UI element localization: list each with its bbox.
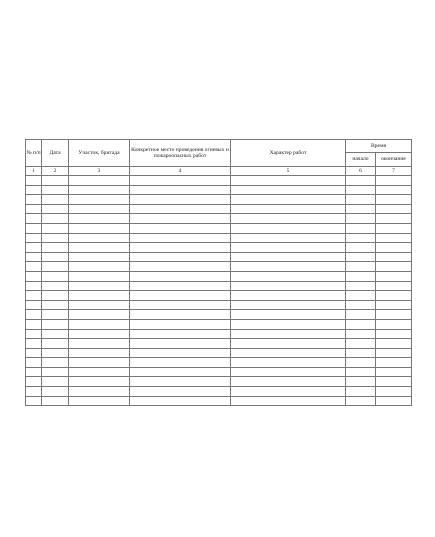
table-cell xyxy=(69,204,130,214)
table-row xyxy=(26,204,412,214)
table-cell xyxy=(130,195,231,205)
header-time-start: начало xyxy=(346,153,376,167)
table-cell xyxy=(376,377,412,387)
table-row xyxy=(26,310,412,320)
table-cell xyxy=(26,243,42,253)
table-row xyxy=(26,396,412,406)
table-cell xyxy=(42,223,69,233)
table-cell xyxy=(130,339,231,349)
table-cell xyxy=(346,252,376,262)
table-row xyxy=(26,348,412,358)
table-cell xyxy=(376,281,412,291)
table-cell xyxy=(346,204,376,214)
table-cell xyxy=(42,252,69,262)
table-cell xyxy=(130,358,231,368)
column-number: 1 xyxy=(26,167,42,176)
table-row xyxy=(26,387,412,397)
table-cell xyxy=(69,377,130,387)
table-cell xyxy=(130,396,231,406)
table-row xyxy=(26,252,412,262)
table-cell xyxy=(376,195,412,205)
table-cell xyxy=(376,223,412,233)
table-cell xyxy=(376,348,412,358)
table-cell xyxy=(69,243,130,253)
table-cell xyxy=(69,281,130,291)
table-cell xyxy=(231,243,346,253)
table-cell xyxy=(346,262,376,272)
table-cell xyxy=(42,195,69,205)
table-cell xyxy=(231,348,346,358)
table-cell xyxy=(376,300,412,310)
table-row xyxy=(26,329,412,339)
table-cell xyxy=(231,310,346,320)
table-cell xyxy=(346,291,376,301)
header-place: Конкретное место проведения огневых и пожароопасных работ xyxy=(130,140,231,167)
header-section: Участок, бригада xyxy=(69,140,130,167)
table-cell xyxy=(130,214,231,224)
table-cell xyxy=(231,396,346,406)
table-cell xyxy=(42,204,69,214)
table-cell xyxy=(42,377,69,387)
table-row xyxy=(26,281,412,291)
table-cell xyxy=(42,310,69,320)
table-cell xyxy=(69,310,130,320)
table-cell xyxy=(130,262,231,272)
table-cell xyxy=(130,243,231,253)
table-cell xyxy=(69,396,130,406)
table-cell xyxy=(231,233,346,243)
column-number: 5 xyxy=(231,167,346,176)
table-cell xyxy=(376,243,412,253)
table-cell xyxy=(346,358,376,368)
table-cell xyxy=(130,204,231,214)
table-cell xyxy=(42,262,69,272)
table-cell xyxy=(231,387,346,397)
table-cell xyxy=(130,377,231,387)
table-cell xyxy=(26,291,42,301)
table-cell xyxy=(69,291,130,301)
table-cell xyxy=(346,281,376,291)
table-cell xyxy=(69,387,130,397)
table-cell xyxy=(231,319,346,329)
table-cell xyxy=(376,252,412,262)
table-cell xyxy=(346,271,376,281)
table-row xyxy=(26,367,412,377)
table-cell xyxy=(231,195,346,205)
table-cell xyxy=(346,396,376,406)
table-cell xyxy=(376,204,412,214)
table-cell xyxy=(69,185,130,195)
table-cell xyxy=(231,262,346,272)
table-cell xyxy=(376,367,412,377)
table-cell xyxy=(26,396,42,406)
table-row xyxy=(26,185,412,195)
table-cell xyxy=(42,329,69,339)
table-cell xyxy=(130,310,231,320)
column-number: 3 xyxy=(69,167,130,176)
table-cell xyxy=(346,185,376,195)
table-row xyxy=(26,195,412,205)
table-cell xyxy=(346,339,376,349)
table-cell xyxy=(376,358,412,368)
table-cell xyxy=(69,339,130,349)
table-cell xyxy=(376,291,412,301)
table-cell xyxy=(231,252,346,262)
table-row xyxy=(26,271,412,281)
table-cell xyxy=(26,252,42,262)
table-cell xyxy=(346,243,376,253)
table-row xyxy=(26,214,412,224)
table-row xyxy=(26,233,412,243)
table-cell xyxy=(346,300,376,310)
table-cell xyxy=(130,300,231,310)
table-cell xyxy=(231,358,346,368)
header-time: Время xyxy=(346,140,412,153)
table-cell xyxy=(231,271,346,281)
table-cell xyxy=(42,185,69,195)
table-cell xyxy=(130,233,231,243)
column-number: 6 xyxy=(346,167,376,176)
table-cell xyxy=(346,233,376,243)
table-cell xyxy=(346,176,376,186)
table-cell xyxy=(69,262,130,272)
table-cell xyxy=(376,339,412,349)
table-cell xyxy=(346,195,376,205)
table-cell xyxy=(346,377,376,387)
table-cell xyxy=(130,329,231,339)
table-cell xyxy=(376,262,412,272)
table-cell xyxy=(69,358,130,368)
table-cell xyxy=(69,233,130,243)
table-cell xyxy=(69,319,130,329)
table-cell xyxy=(130,348,231,358)
table-cell xyxy=(130,367,231,377)
table-cell xyxy=(231,377,346,387)
table-cell xyxy=(42,291,69,301)
table-cell xyxy=(42,319,69,329)
table-cell xyxy=(231,339,346,349)
table-cell xyxy=(376,176,412,186)
table-cell xyxy=(346,367,376,377)
table-cell xyxy=(26,387,42,397)
table-cell xyxy=(376,214,412,224)
column-number: 7 xyxy=(376,167,412,176)
table-row xyxy=(26,262,412,272)
table-cell xyxy=(69,223,130,233)
table-row xyxy=(26,300,412,310)
table-cell xyxy=(26,367,42,377)
table-row xyxy=(26,243,412,253)
table-cell xyxy=(42,339,69,349)
table-cell xyxy=(376,387,412,397)
table-cell xyxy=(42,300,69,310)
table-cell xyxy=(231,176,346,186)
table-cell xyxy=(130,185,231,195)
table-cell xyxy=(376,233,412,243)
table-cell xyxy=(231,204,346,214)
table-cell xyxy=(26,185,42,195)
table-cell xyxy=(26,271,42,281)
table-cell xyxy=(42,214,69,224)
table-cell xyxy=(69,271,130,281)
header-num: № п/п xyxy=(26,140,42,167)
table-row xyxy=(26,377,412,387)
table-cell xyxy=(69,348,130,358)
fire-works-journal-table xyxy=(25,139,412,406)
table-cell xyxy=(231,300,346,310)
table-cell xyxy=(69,329,130,339)
table-cell xyxy=(231,329,346,339)
table-cell xyxy=(376,185,412,195)
table-cell xyxy=(26,319,42,329)
table-cell xyxy=(42,233,69,243)
column-number: 4 xyxy=(130,167,231,176)
table-cell xyxy=(42,387,69,397)
table-cell xyxy=(42,358,69,368)
column-number-row xyxy=(26,167,412,176)
table-cell xyxy=(231,185,346,195)
table-cell xyxy=(26,310,42,320)
table-row xyxy=(26,223,412,233)
table-cell xyxy=(231,367,346,377)
table-row xyxy=(26,176,412,186)
table-cell xyxy=(231,223,346,233)
table-cell xyxy=(26,300,42,310)
table-cell xyxy=(26,176,42,186)
table-row xyxy=(26,358,412,368)
table-cell xyxy=(346,348,376,358)
table-cell xyxy=(346,329,376,339)
table-cell xyxy=(26,339,42,349)
table-cell xyxy=(26,329,42,339)
table-cell xyxy=(26,281,42,291)
table-cell xyxy=(376,329,412,339)
table-cell xyxy=(346,310,376,320)
table-cell xyxy=(69,176,130,186)
table-cell xyxy=(42,271,69,281)
table-cell xyxy=(346,223,376,233)
table-cell xyxy=(376,310,412,320)
table-cell xyxy=(346,214,376,224)
column-number: 2 xyxy=(42,167,69,176)
table-cell xyxy=(26,233,42,243)
table-row xyxy=(26,291,412,301)
table-cell xyxy=(231,281,346,291)
journal-body xyxy=(26,176,412,406)
table-cell xyxy=(130,387,231,397)
table-cell xyxy=(26,214,42,224)
table-cell xyxy=(42,243,69,253)
table-cell xyxy=(346,319,376,329)
table-cell xyxy=(42,281,69,291)
table-cell xyxy=(69,214,130,224)
table-cell xyxy=(42,348,69,358)
table-cell xyxy=(26,358,42,368)
header-date: Дата xyxy=(42,140,69,167)
table-cell xyxy=(346,387,376,397)
table-cell xyxy=(26,377,42,387)
header-work: Характер работ xyxy=(231,140,346,167)
table-cell xyxy=(130,271,231,281)
table-cell xyxy=(26,348,42,358)
table-cell xyxy=(26,204,42,214)
table-cell xyxy=(376,271,412,281)
table-cell xyxy=(130,319,231,329)
table-row xyxy=(26,339,412,349)
table-cell xyxy=(42,396,69,406)
table-cell xyxy=(130,281,231,291)
table-cell xyxy=(26,262,42,272)
table-cell xyxy=(69,252,130,262)
table-cell xyxy=(42,176,69,186)
table-row xyxy=(26,319,412,329)
table-cell xyxy=(69,300,130,310)
table-cell xyxy=(26,195,42,205)
table-cell xyxy=(130,223,231,233)
table-cell xyxy=(130,176,231,186)
table-cell xyxy=(231,214,346,224)
header-time-end: окончание xyxy=(376,153,412,167)
table-cell xyxy=(231,291,346,301)
table-cell xyxy=(69,367,130,377)
table-cell xyxy=(69,195,130,205)
table-cell xyxy=(376,319,412,329)
table-cell xyxy=(26,223,42,233)
table-cell xyxy=(376,396,412,406)
table-cell xyxy=(130,291,231,301)
table-cell xyxy=(130,252,231,262)
table-cell xyxy=(42,367,69,377)
